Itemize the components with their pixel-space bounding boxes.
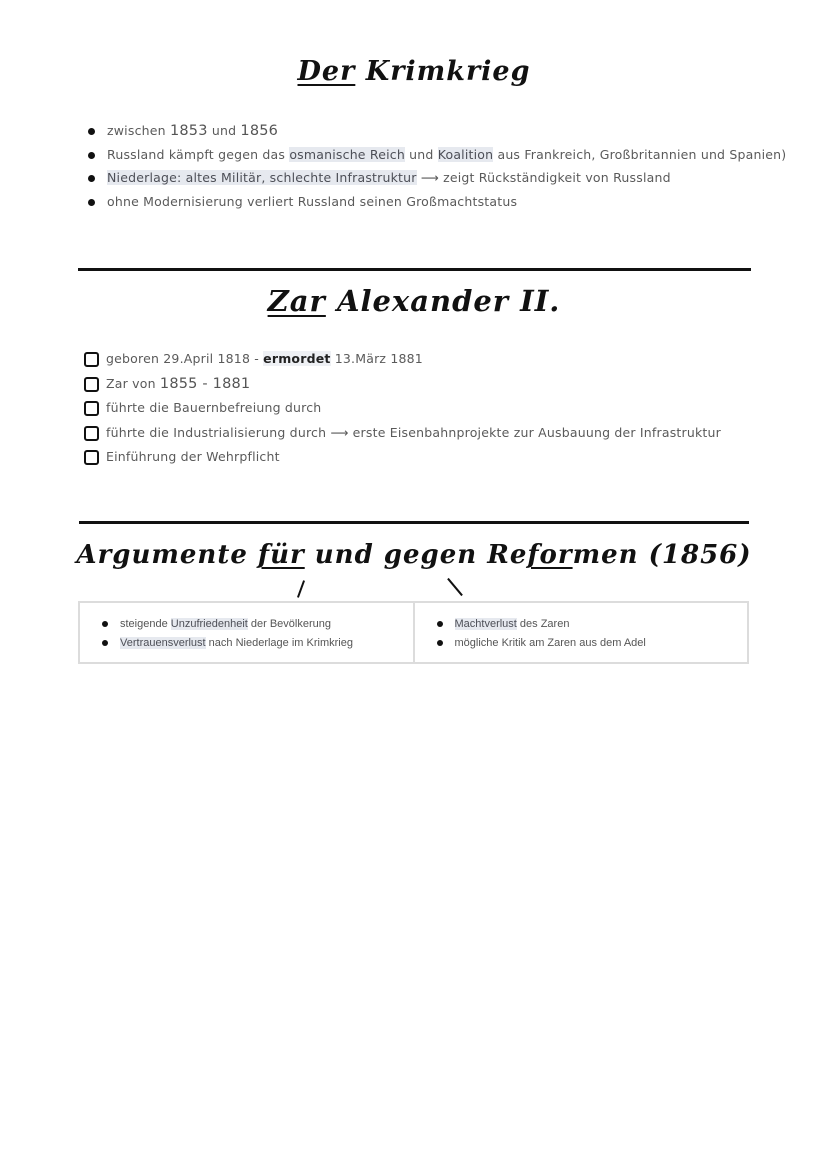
text-segment: steigende [120, 618, 171, 630]
text-segment: und [207, 123, 241, 138]
pro-column [80, 603, 413, 662]
text-segment: 1856 [240, 123, 279, 139]
text-segment: geboren 29.April 1818 - [106, 351, 264, 366]
bullet-icon [88, 199, 95, 206]
title-argumente [0, 540, 828, 570]
title-segment: men (1856) [572, 540, 752, 570]
title-krimkrieg [0, 56, 828, 87]
title-segment: Argumente [76, 540, 258, 570]
list-item [84, 347, 721, 372]
checkbox-icon[interactable] [84, 450, 99, 465]
alexander-checkbox-list [84, 347, 721, 470]
title-segment: Der [297, 56, 356, 87]
pointer-stroke-fuer [297, 580, 305, 598]
text-segment: Russland kämpft gegen das [107, 146, 290, 162]
list-item [437, 615, 646, 634]
text-segment: 13.März 1881 [330, 351, 423, 366]
list-item [88, 166, 786, 190]
text-segment: führte die Bauernbefreiung durch [106, 400, 322, 415]
list-item [84, 396, 721, 421]
highlighted-text: Machtverlust [454, 618, 517, 630]
checkbox-icon[interactable] [84, 426, 99, 441]
list-item [88, 143, 786, 167]
title-segment: für [257, 540, 305, 570]
title-segment: Alexander II. [325, 284, 561, 318]
bullet-icon [88, 175, 95, 182]
list-item [102, 634, 353, 653]
checkbox-icon[interactable] [84, 352, 99, 367]
text-segment: nach Niederlage im Krimkrieg [205, 637, 353, 649]
highlighted-text: Vertrauensverlust [120, 637, 206, 649]
title-segment: for [527, 540, 573, 570]
text-segment: führte die Industrialisierung durch ⟶ erste Eisenbahnprojekte zur Ausbauung der Infrastruktur [106, 424, 721, 440]
text-segment: des Zaren [516, 618, 570, 630]
title-segment: Zar [267, 284, 326, 318]
bullet-icon [88, 128, 95, 135]
checkbox-icon[interactable] [84, 401, 99, 416]
bold-text: ermordet [263, 351, 331, 366]
section-divider [78, 268, 751, 271]
pointer-stroke-gegen [447, 578, 463, 596]
text-segment: ⟶ zeigt Rückständigkeit von Russland [416, 170, 671, 185]
list-item [84, 445, 721, 470]
bullet-icon [437, 621, 443, 627]
bullet-icon [102, 621, 108, 627]
contra-list [437, 615, 646, 653]
title-segment: Krimkrieg [355, 56, 531, 87]
list-item [84, 421, 721, 446]
krimkrieg-bullet-list [88, 119, 786, 213]
text-segment: ohne Modernisierung verliert Russland seinen Großmachtstatus [107, 193, 518, 209]
title-segment: und gegen Re [304, 540, 528, 570]
section-divider [79, 521, 749, 524]
bullet-icon [102, 640, 108, 646]
text-segment: 1853 [169, 123, 208, 139]
bullet-icon [88, 152, 95, 159]
text-segment: mögliche Kritik am Zaren aus dem Adel [454, 637, 646, 649]
text-segment: der Bevölkerung [247, 618, 331, 630]
text-segment: 1855 - 1881 [159, 375, 251, 392]
list-item [88, 119, 786, 143]
list-item [84, 372, 721, 397]
text-segment: aus Frankreich, Großbritannien und Spanien) [493, 146, 787, 162]
list-item [102, 615, 353, 634]
highlighted-text: Unzufriedenheit [170, 618, 248, 630]
text-segment: und [404, 146, 438, 162]
bullet-icon [437, 640, 443, 646]
pro-list [102, 615, 353, 653]
contra-column [413, 603, 748, 662]
list-item [437, 634, 646, 653]
pro-contra-table [78, 601, 749, 664]
highlighted-text: Koalition [437, 146, 494, 162]
text-segment: Zar von [106, 375, 160, 391]
list-item [88, 190, 786, 214]
text-segment: zwischen [107, 123, 170, 138]
title-zar-alexander [0, 284, 828, 318]
text-segment: Einführung der Wehrpflicht [106, 449, 280, 464]
highlighted-text: osmanische Reich [289, 146, 405, 162]
highlighted-text: Niederlage: altes Militär, schlechte Infrastruktur [107, 170, 417, 185]
checkbox-icon[interactable] [84, 377, 99, 392]
